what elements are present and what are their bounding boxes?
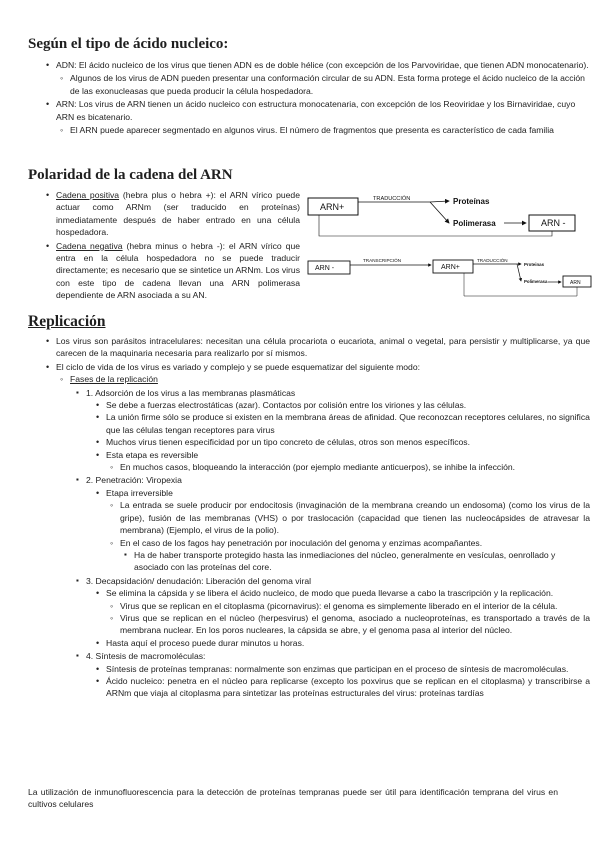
heading-polarity: Polaridad de la cadena del ARN (28, 167, 233, 183)
arrow-to-polymerase-2 (517, 264, 521, 281)
feedback-line-2 (464, 273, 577, 296)
phase-2-item-a3: ▪ Ha de haber transporte protegido hasta las inmediaciones del núcleo, generalmente en vesículas, oenrollado y asociado con las proteínas del core. (122, 549, 590, 574)
arn-minus-start-label: ARN - (315, 265, 335, 272)
heading-acid-type: Según el tipo de ácido nucleico: (28, 36, 229, 52)
proteins-label: Proteínas (453, 197, 490, 206)
feedback-line (319, 215, 552, 236)
list-item-arn-sub: ◦ El ARN puede aparecer segmentado en algunos virus. El número de fragmentos que presenta es característico de cada familia (58, 124, 590, 136)
phase-2-item-a1: ◦ La entrada se suele producir por endocitosis (invaginación de la membrana creando un endosoma) (como los virus de la gripe), fusión de las membranas (VHS) o por traslocación (capacidad que tienen las nucleocápsides de atravesar la membrana) (Ejemplo, el virus de la polio). (108, 499, 590, 536)
arn-plus-label: ARN+ (320, 202, 345, 212)
heading-replication: Replicación (28, 313, 106, 330)
phase-1-item-c: • Muchos virus tienen especificidad por un tipo concreto de células, otros son menos específicos. (94, 436, 590, 448)
phase-1-item-d: • Esta etapa es reversible (94, 449, 590, 461)
phase-2-item-a2: ◦ En el caso de los fagos hay penetración por inoculación del genoma y enzimas acompañantes. (108, 537, 590, 549)
arn-plus-mid-label: ARN+ (441, 264, 460, 271)
list-item-adn-sub: ◦ Algunos de los virus de ADN pueden presentar una conformación circular de su ADN. Esta forma protege el ácido nucleico de la acción de las exonucleasas que pueda producir la célula hospedadora. (58, 72, 590, 97)
list-item-arn: • ARN: Los virus de ARN tienen un ácido nucleico con estructura monocatenaria, con excepción de los Reoviridae y los Birnaviridae, cuyo ARN es bicatenario. (44, 98, 590, 123)
polymerase-label: Polimerasa (453, 219, 496, 228)
arrow-to-polymerase (430, 202, 449, 223)
phase-3-item-a: • Se elimina la cápsida y se libera el ácido nucleico, de modo que pueda llevarse a cabo la trascripción y la replicación. (94, 587, 590, 599)
phase-3-item-a2: ◦ Virus que se replican en el núcleo (herpesvirus) el genoma, asociado a nucleoproteínas, es transportado a través de la membrana nuclear. En los poros nucleares, la cápsida se abre, y el genoma pasa al interior del núcleo. (108, 612, 590, 637)
phase-4-item-b: • Ácido nucleico: penetra en el núcleo para replicarse (excepto los poxvirus que se replican en el citoplasma) y transcribirse a ARNm que viaja al citoplasma para sintetizar las proteínas estructurales del virus: proteínas tardías (94, 675, 590, 700)
polarity-list (44, 189, 300, 302)
transcription-label: TRANSCRIPCIÓN (363, 258, 402, 263)
translation-label: TRADUCCIÓN (373, 196, 411, 202)
positive-strand-term: Cadena positiva (56, 190, 120, 200)
arn-end-label: ARN (570, 280, 581, 286)
phase-3-item-a1: ◦ Virus que se replican en el citoplasma (picornavirus): el genoma es simplemente liberado en el interior de la célula. (108, 600, 590, 612)
list-item-cycle: • El ciclo de vida de los virus es variado y complejo y se puede esquematizar del siguiente modo: (44, 361, 590, 373)
list-item-adn: • ADN: El ácido nucleico de los virus que tienen ADN es de doble hélice (con excepción de los Parvoviridae, que tienen ADN monocatenario). (44, 59, 590, 71)
replication-list (44, 335, 590, 700)
acid-list (44, 59, 590, 136)
phase-4-item-a: • Síntesis de proteínas tempranas: normalmente son enzimas que participan en el proceso de síntesis de macromoléculas. (94, 663, 590, 675)
phase-2: ▪ 2. Penetración: Viropexia (74, 474, 590, 486)
phase-1-item-b: • La unión firme sólo se produce si existen en la membrana áreas de afinidad. Que reconozcan receptores celulares, no significa que las células tengan receptores para virus (94, 411, 590, 436)
arrow-to-proteins (430, 201, 449, 202)
phase-1-item-a: • Se debe a fuerzas electrostáticas (azar). Contactos por colisión entre los viriones y las células. (94, 399, 590, 411)
closing-paragraph: La utilización de inmunofluorescencia para la detección de proteínas tempranas puede ser útil para identificación temprana del virus en cultivos celulares (28, 787, 558, 810)
polymerase-label-2: Polimerasa (524, 279, 548, 284)
negative-strand-diagram (305, 253, 595, 301)
phase-1: ▪ 1. Adsorción de los virus a las membranas plasmáticas (74, 387, 590, 399)
phase-4: ▪ 4. Síntesis de macromoléculas: (74, 650, 590, 662)
translation-label-2: TRADUCCIÓN (477, 258, 508, 263)
phase-2-item-a: • Etapa irreversible (94, 487, 590, 499)
list-item-positive-strand: • Cadena positiva (hebra plus o hebra +): el ARN vírico puede actuar como ARNm (ser traducido en proteínas) inmediatamente después de haber entrado en una célula hospedadora. (44, 189, 300, 239)
positive-strand-diagram (305, 190, 595, 240)
phase-3-item-b: • Hasta aquí el proceso puede durar minutos u horas. (94, 637, 590, 649)
negative-strand-term: Cadena negativa (56, 240, 123, 251)
list-item-phases: ◦ Fases de la replicación (58, 373, 590, 385)
proteins-label-2: Proteinas (524, 262, 545, 267)
list-item-intro: • Los virus son parásitos intracelulares: necesitan una célula procariota o eucariota, animal o vegetal, para persistir y multiplicarse, ya que carecen de la maquinaria necesaria para realizarlo por sí mismos. (44, 335, 590, 360)
arn-minus-label: ARN - (541, 218, 566, 228)
phase-3: ▪ 3. Decapsidación/ denudación: Liberación del genoma viral (74, 575, 590, 587)
list-item-negative-strand: • Cadena negativa (hebra minus o hebra -): el ARN vírico que entra en la célula hospedadora no se puede traducir directamente; es necesario que se sintetice un ARNm. Los virus con este tipo de cadena llevan una ARN polimerasa dependiente de ARN asociada a su AN. (44, 240, 300, 302)
phase-1-item-d1: ◦ En muchos casos, bloqueando la interacción (por ejemplo mediante anticuerpos), se inhibe la infección. (108, 461, 590, 473)
